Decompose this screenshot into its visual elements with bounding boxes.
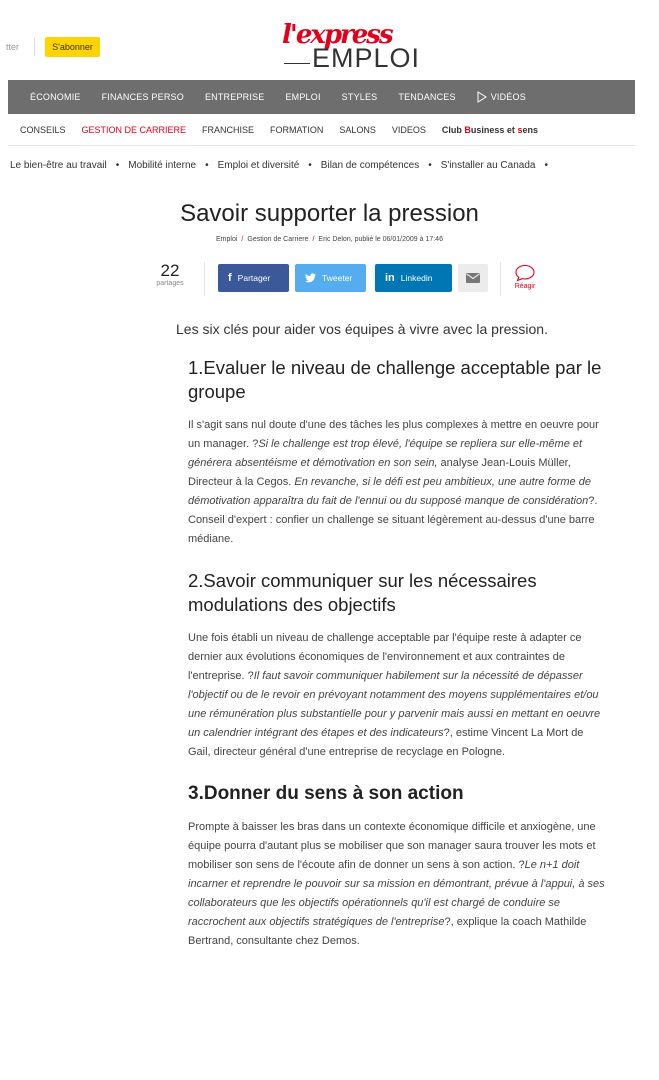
share-divider [204, 262, 205, 296]
article-lead: Les six clés pour aider vos équipes à vivre avec la pression. [176, 321, 548, 337]
logo-emploi: EMPLOI [312, 43, 421, 73]
envelope-icon [466, 273, 480, 283]
twitter-link-stub[interactable]: tter [6, 42, 20, 52]
article-title: Savoir supporter la pression [180, 200, 479, 227]
subscribe-button[interactable]: S'abonner [45, 37, 100, 57]
main-nav-emploi[interactable]: EMPLOI [285, 92, 321, 102]
sub-nav-salons[interactable]: SALONS [339, 124, 376, 135]
facebook-share-label: Partager [237, 273, 271, 283]
tag-installer-canada[interactable]: S'installer au Canada [440, 159, 536, 171]
club-red-s: s [517, 124, 523, 135]
facebook-icon: f [228, 272, 232, 284]
share-bar [148, 260, 548, 298]
play-icon [477, 91, 487, 103]
sub-nav-videos[interactable]: VIDEOS [391, 124, 426, 135]
section-2-paragraph [188, 629, 606, 762]
tag-bien-etre[interactable]: Le bien-être au travail [10, 159, 107, 171]
comment-bubble-icon [514, 264, 536, 282]
section-1-paragraph [188, 416, 606, 549]
site-logo[interactable] [282, 20, 422, 73]
club-part2: usiness et [470, 124, 518, 135]
text: analyse Jean-Louis Müller, Directeur à la Cegos. [188, 457, 571, 488]
section-1 [188, 356, 606, 549]
article-meta [0, 236, 659, 243]
linkedin-share-button[interactable] [375, 264, 452, 292]
twitter-share-label: Tweeter [322, 273, 353, 283]
email-share-button[interactable] [458, 264, 488, 292]
text: ?. Conseil d'expert : confier un challenge se situant légèrement au-dessus d'une barre médiane. [188, 495, 598, 545]
main-nav [8, 80, 635, 114]
main-nav-videos[interactable] [477, 91, 526, 103]
quote: Si le challenge est trop élevé, l'équipe se repliera sur elle-même et générera absentéisme et démotivation en son sein, [188, 438, 583, 469]
main-nav-economie[interactable]: ÉCONOMIE [30, 92, 81, 102]
breadcrumb-emploi[interactable]: Emploi [216, 236, 238, 243]
sub-nav-gestion-de-carriere[interactable]: GESTION DE CARRIERE [81, 124, 187, 135]
club-part3: ens [522, 124, 538, 135]
text: Prompte à baisser les bras dans un contexte économique difficile et anxiogène, une équipe pourra d'autant plus se mobiliser que son manager saura trouver les mots et mobiliser son sens de l'écoute afin de donner un sens à son action. ? [188, 821, 596, 871]
tag-bilan-competences[interactable]: Bilan de compétences [320, 159, 420, 171]
share-count-label: partages [156, 280, 184, 287]
react-label: Réagir [514, 283, 536, 290]
share-count-number: 22 [160, 261, 180, 280]
article-byline: Eric Delon, publié le 06/01/2009 à 17:46 [318, 236, 443, 243]
top-header [0, 0, 659, 80]
twitter-share-button[interactable] [295, 264, 366, 292]
sub-nav-club-business[interactable] [442, 125, 538, 135]
section-1-heading: 1.Evaluer le niveau de challenge acceptable par le groupe [188, 357, 602, 402]
sub-nav-franchise[interactable]: FRANCHISE [202, 124, 255, 135]
section-2 [188, 569, 606, 762]
text: ?, estime Vincent La Mort de Gail, directeur général d'une entreprise de recyclage en Pologne. [188, 727, 584, 758]
main-nav-videos-label: VIDÉOS [490, 92, 526, 102]
tag-bar [0, 153, 659, 177]
logo-express: l'express [282, 20, 392, 50]
section-3-paragraph [188, 818, 606, 951]
section-3-heading: 3.Donner du sens à son action [188, 783, 464, 804]
tag-separator: • [308, 159, 312, 171]
sub-nav-formation[interactable]: FORMATION [270, 124, 324, 135]
quote: Le n+1 doit incarner et reprendre le pouvoir sur sa mission en démontrant, prévue à l'appui, à ses collaborateurs que les objectifs opérationnels qu'il est chargé de conduire se raccrochent aux objectifs stratégiques de l'entreprise [188, 859, 605, 928]
logo-rule [284, 63, 310, 64]
club-red-b: B [464, 124, 471, 135]
main-nav-finances-perso[interactable]: FINANCES PERSO [101, 92, 184, 102]
twitter-icon [305, 273, 316, 283]
share-count [148, 262, 192, 287]
tag-separator: • [428, 159, 432, 171]
sub-nav-conseils[interactable]: CONSEILS [20, 124, 66, 135]
header-divider [34, 38, 35, 56]
react-button[interactable] [510, 264, 540, 290]
tag-separator: • [115, 159, 120, 171]
linkedin-share-label: Linkedin [400, 273, 433, 283]
text: ?, explique la coach Mathilde Bertrand, consultante chez Demos. [188, 916, 587, 947]
breadcrumb-slash: / [241, 236, 244, 243]
section-2-heading: 2.Savoir communiquer sur les nécessaires modulations des objectifs [188, 570, 537, 615]
text: Il s'agit sans nul doute d'une des tâches les plus complexes à mettre en oeuvre pour un manager. ? [188, 419, 599, 450]
article-body [176, 318, 606, 971]
breadcrumb-gestion[interactable]: Gestion de Carriere [247, 236, 309, 243]
facebook-share-button[interactable] [218, 264, 289, 292]
tag-separator: • [205, 159, 209, 171]
main-nav-tendances[interactable]: TENDANCES [398, 92, 456, 102]
breadcrumb-slash: / [312, 236, 315, 243]
main-nav-styles[interactable]: STYLES [341, 92, 378, 102]
share-divider [500, 262, 501, 296]
tag-separator: • [544, 159, 548, 171]
text: Une fois établi un niveau de challenge acceptable par l'équipe reste à adapter ce dernier aux évolutions économiques de l'environnement et aux contraintes de l'entreprise. ? [188, 632, 582, 682]
linkedin-icon: in [385, 272, 395, 284]
tag-mobilite-interne[interactable]: Mobilité interne [128, 159, 197, 171]
sub-nav [8, 114, 635, 146]
section-3 [188, 782, 606, 951]
quote: Il faut savoir communiquer habilement sur la nécessité de dépasser l'objectif ou de le revoir en prévoyant notamment des moyens supplémentaires et/ou une rémunération plus substantielle pour y parvenir mais aussi en mettant en oeuvre un calendrier intégrant des étapes et des indicateurs [188, 670, 601, 739]
tag-emploi-diversite[interactable]: Emploi et diversité [217, 159, 300, 171]
main-nav-entreprise[interactable]: ENTREPRISE [204, 92, 265, 102]
club-part1: Club [441, 124, 465, 135]
quote: En revanche, si le défi est peu ambitieux, une autre forme de démotivation apparaîtra du fait de l'ennui ou du supposé manque de considération [188, 476, 591, 507]
